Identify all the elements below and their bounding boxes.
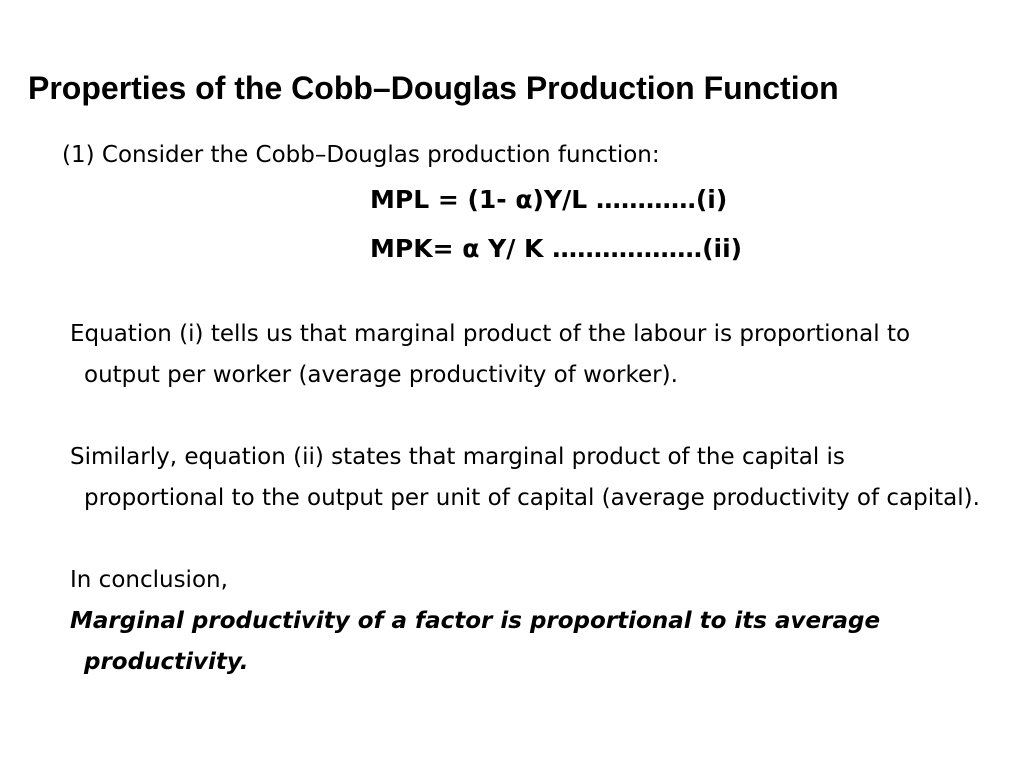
paragraph-conclusion-intro: In conclusion, xyxy=(70,567,228,593)
slide-title: Properties of the Cobb–Douglas Production Function xyxy=(28,70,839,106)
equation-mpl: MPL = (1- α)Y/L …………(i) xyxy=(370,185,728,214)
paragraph-labour: Equation (i) tells us that marginal product of the labour is proportional to output per worker (average productivity of worker). xyxy=(70,321,911,388)
conclusion-statement: Marginal productivity of a factor is proportional to its average productivity. xyxy=(70,608,881,675)
intro-text: (1) Consider the Cobb–Douglas production function: xyxy=(62,142,660,168)
equation-mpk: MPK= α Y/ K ………………(ii) xyxy=(370,234,743,263)
paragraph-capital: Similarly, equation (ii) states that marginal product of the capital is proportional to the output per unit of capital (average productivity of capital). xyxy=(70,444,980,511)
